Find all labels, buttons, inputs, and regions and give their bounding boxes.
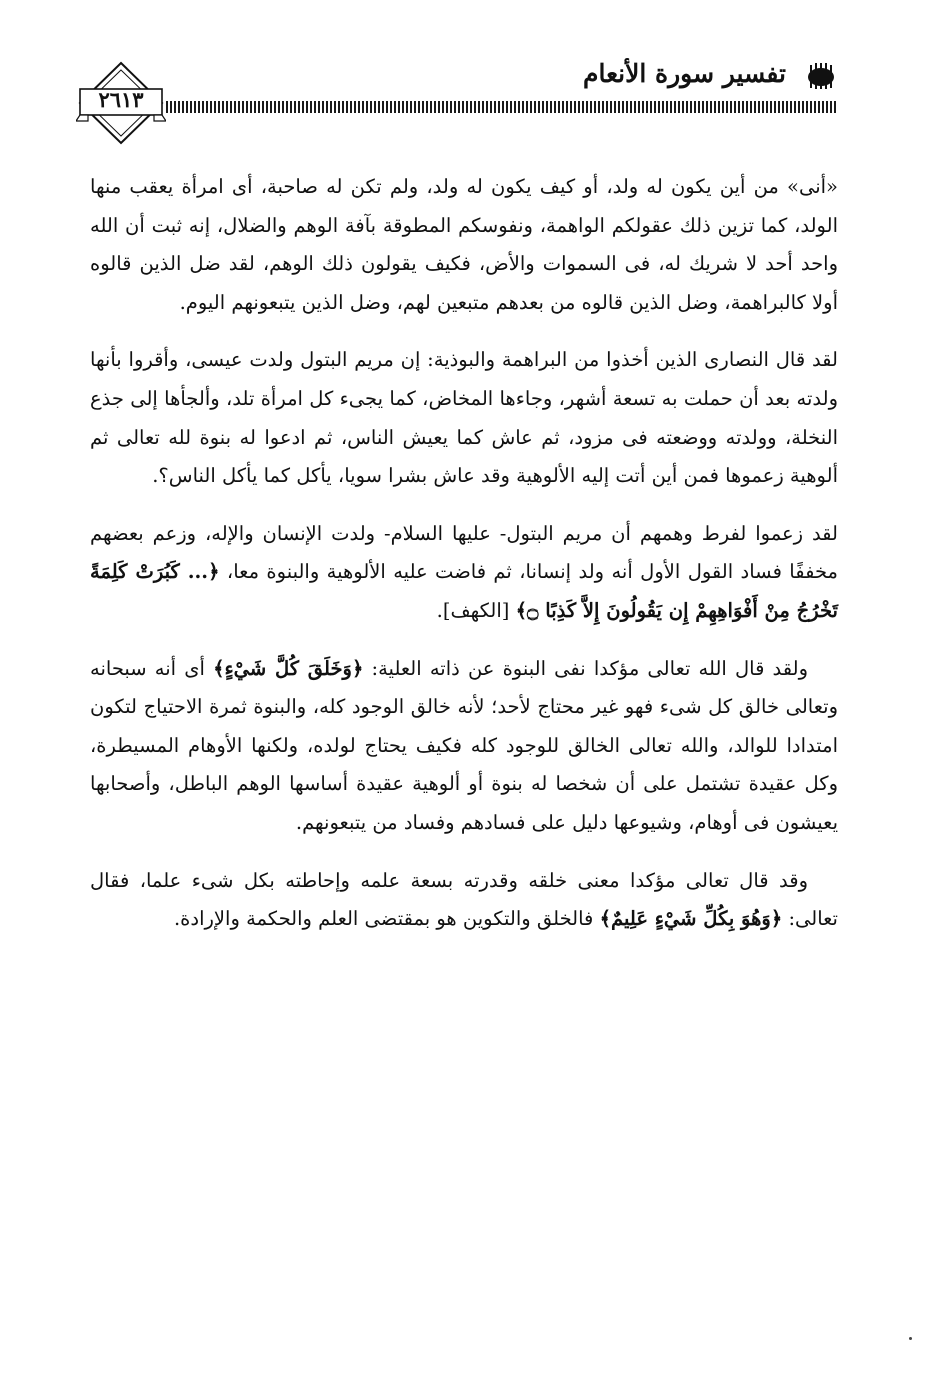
page-number: ٢٦١٣ [98, 87, 144, 112]
paragraph-2: لقد قال النصارى الذين أخذوا من البراهمة والبوذية: إن مريم البتول ولدت عيسى، وأقروا بأنها ولدته بعد أن حملت به تسعة أشهر، وجاءها المخاض، كما يجىء كل امرأة تلد، وألجأها إلى جذع النخلة، وولدته ووضعته فى مزود، ثم عاش كما يعيش الناس، ثم ادعوا له بنوة لله تعالى ثم ألوهية زعموها فمن أين أتت إليه الألوهية وقد عاش بشرا سويا، يأكل كما يأكل الناس؟. [90, 348, 838, 488]
verse-reference: [الكهف]. [436, 598, 516, 622]
page-number-badge [76, 61, 166, 145]
paragraph-4-continuation: أى أنه سبحانه وتعالى خالق كل شىء فهو غير محتاج لأحد؛ لأنه خالق الوجود كله، والبنوة ثمرة الاحتياج لتكون امتدادا للوالد، والله تعالى الخالق للوجود كله فكيف يحتاج لولده، ولكنها الأوهام المسيطرة، وكل عقيدة تشتمل على أن شخصا له بنوة أو ألوهية عقيدة أساسها الوهم الباطل، وأصحابها يعيشون فى أوهام، وشيوعها دليل على فسادهم وفساد من يتبعونهم. [90, 656, 838, 834]
surah-title: تفسير سورة الأنعام [582, 59, 786, 88]
page-header [70, 55, 838, 145]
paragraph-5-continuation: فالخلق والتكوين هو بمقتضى العلم والحكمة والإرادة. [173, 907, 600, 931]
paragraph-4 [90, 650, 838, 843]
paragraph-5-text: وقد قال تعالى مؤكدا معنى خلقه وقدرته بسعة علمه وإحاطته بكل شىء علما، فقال تعالى: [90, 868, 838, 931]
flower-ornament-icon [804, 63, 838, 89]
page-speck [909, 1337, 912, 1340]
paragraph-3 [90, 515, 838, 631]
paragraph-4-text: ولقد قال الله تعالى مؤكدا نفى البنوة عن ذاته العلية: [363, 656, 808, 680]
quran-verse-knowledge: ﴿وَهُوَ بِكُلِّ شَيْءٍ عَلِيمٌ﴾ [599, 907, 783, 931]
quran-verse-kahf: ﴿... كَبُرَتْ كَلِمَةً تَخْرُجُ مِنْ أَفْوَاهِهِمْ إِن يَقُولُونَ إِلاَّ كَذِبًا ۝﴾ [90, 560, 838, 622]
body-text [90, 168, 838, 958]
header-rule [166, 101, 838, 113]
quran-verse-creation: ﴿وَخَلَقَ كُلَّ شَيْءٍ﴾ [213, 656, 364, 680]
paragraph-1: «أنى» من أين يكون له ولد، أو كيف يكون له ولد، ولم تكن له صاحبة، أى امرأة يعقب منها الولد، كما تزين ذلك عقولكم الواهمة، ونفوسكم المطوقة بآفة الوهم والضلال، إنه ثبت أن الله واحد أحد لا شريك له، فى السموات والأض، فكيف يقولون ذلك الوهم، لقد ضل الذين قالوه أولا كالبراهمة، وضل الذين قالوه من بعدهم متبعين لهم، وضل الذين يتبعونهم اليوم. [90, 175, 838, 314]
paragraph-3-text: لقد زعموا لفرط وهمهم أن مريم البتول- عليها السلام- ولدت الإنسان والإله، وزعم بعضهم مخففًا فساد القول الأول أنه ولد إنسانا، ثم فاضت عليه الألوهية والبنوة معا، [90, 521, 838, 584]
paragraph-5 [90, 862, 838, 939]
